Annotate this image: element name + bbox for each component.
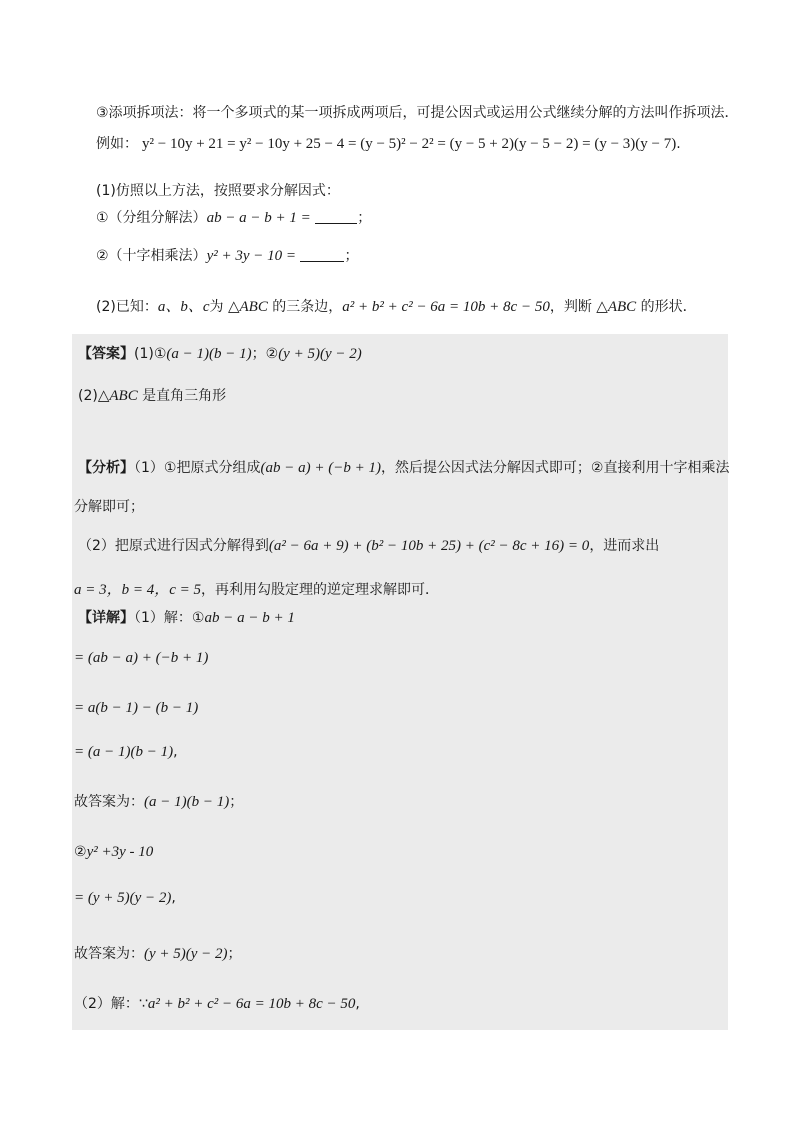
detail-part-2-start: ②y² +3y - 10 (74, 844, 154, 860)
detail-part-2-equation: （2）解：∵a² + b² + c² − 6a = 10b + 8c − 50, (74, 996, 360, 1012)
detail-answer-2: 故答案为：(y + 5)(y − 2)； (74, 946, 242, 962)
analysis-line-1: 【分析】（1）①把原式分组成(ab − a) + (−b + 1)，然后提公因式法分解因式即可；②直接利用十字相乘法 (78, 460, 730, 476)
detail-step-1: = (ab − a) + (−b + 1) (74, 650, 209, 666)
detail-step-3: = (a − 1)(b − 1), (74, 744, 178, 760)
answer-label: 【答案】 (78, 346, 134, 362)
example-formula: y² − 10y + 21 = y² − 10y + 25 − 4 = (y − 5)² − 2² = (y − 5 + 2)(y − 5 − 2) = (y − 3)(y − 7) (142, 136, 677, 152)
detail-answer-1: 故答案为：(a − 1)(b − 1)； (74, 794, 244, 810)
detail-step-4: = (y + 5)(y − 2), (74, 890, 176, 906)
answer-section-background (72, 334, 728, 1030)
example-line: 例如： y² − 10y + 21 = y² − 10y + 25 − 4 = (y − 5)² − 2² = (y − 5 + 2)(y − 5 − 2) = (y − 3)(y − 7). (96, 136, 681, 152)
question-1-title: (1)仿照以上方法，按照要求分解因式： (96, 183, 340, 199)
question-1b: ②（十字相乘法）y² + 3y − 10 = ； (96, 248, 359, 264)
question-1a: ①（分组分解法）ab − a − b + 1 = ； (96, 210, 372, 226)
question-2: (2)已知：a、b、c为 △ABC 的三条边，a² + b² + c² − 6a = 10b + 8c − 50，判断 △ABC 的形状． (96, 299, 697, 315)
detail-step-2: = a(b − 1) − (b − 1) (74, 700, 199, 716)
analysis-label: 【分析】 (78, 460, 134, 476)
analysis-line-4: a = 3，b = 4，c = 5，再利用勾股定理的逆定理求解即可． (74, 582, 440, 598)
answer-line-2: (2)△ABC 是直角三角形 (78, 388, 227, 404)
method-description: ③添项拆项法：将一个多项式的某一项拆成两项后，可提公因式或运用公式继续分解的方法叫作拆项法． (96, 105, 739, 121)
analysis-line-3: （2）把原式进行因式分解得到(a² − 6a + 9) + (b² − 10b + 25) + (c² − 8c + 16) = 0，进而求出 (78, 538, 660, 554)
detail-line-1: 【详解】（1）解：①ab − a − b + 1 (78, 610, 295, 626)
question-1a-formula: ab − a − b + 1 = (206, 210, 311, 226)
answer-line-1: 【答案】(1)①(a − 1)(b − 1)；②(y + 5)(y − 2) (78, 346, 362, 362)
detail-label: 【详解】 (78, 610, 134, 626)
analysis-line-2: 分解即可； (74, 499, 144, 515)
question-2-equation: a² + b² + c² − 6a = 10b + 8c − 50 (342, 299, 550, 315)
answer-blank-1b (300, 247, 344, 262)
answer-blank-1a (315, 209, 357, 224)
question-1b-formula: y² + 3y − 10 = (206, 248, 296, 264)
triangle-abc: △ABC (227, 299, 268, 315)
